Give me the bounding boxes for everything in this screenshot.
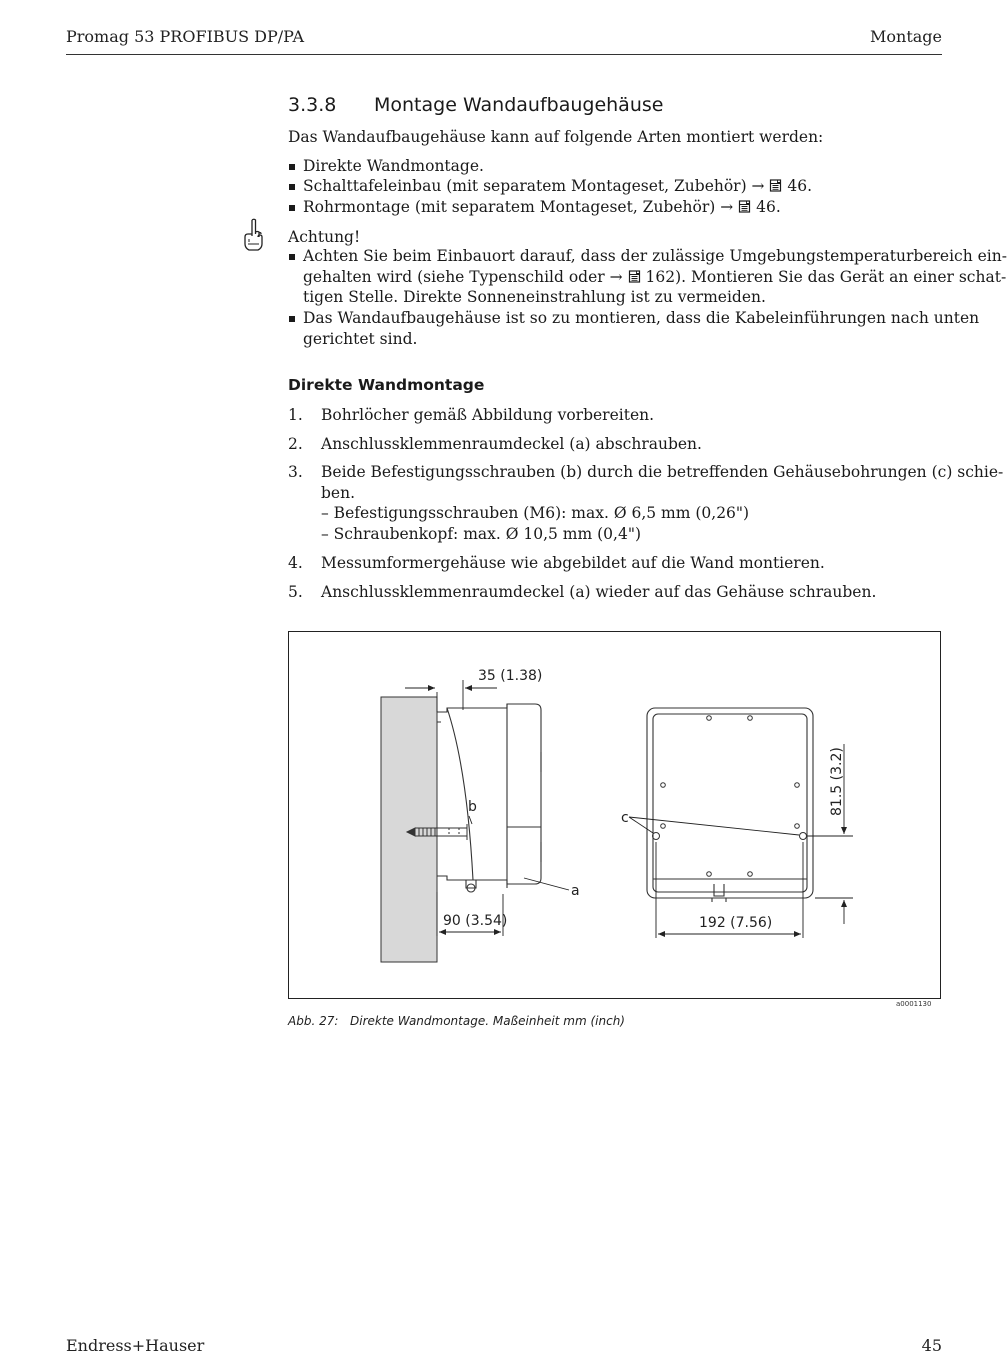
caution-line: Das Wandaufbaugehäuse ist so zu montieren, dass die Kabeleinführungen nach unten — [303, 309, 980, 327]
subsection-heading: Direkte Wandmontage — [288, 376, 485, 394]
caution-line: Achten Sie beim Einbauort darauf, dass der zulässige Umgebungstemperaturbereich ein- — [303, 247, 1007, 265]
bullet-icon — [289, 205, 295, 211]
caution-title: Achtung! — [288, 228, 361, 246]
caution-line: ). Montieren Sie das Gerät an einer schat- — [675, 267, 1007, 286]
list-item — [289, 308, 980, 349]
figure-code: a0001130 — [896, 1000, 932, 1008]
header-rule — [66, 54, 942, 55]
wall-section — [381, 697, 437, 962]
step-text: ben. — [321, 483, 356, 502]
step-text: Anschlussklemmenraumdeckel (a) wieder auf das Gehäuse schrauben. — [321, 583, 877, 601]
list-item — [289, 197, 939, 218]
step-item — [288, 405, 944, 426]
page-number: 45 — [921, 1336, 942, 1355]
list-item-text: Schalttafeleinbau (mit separatem Montageset, Zubehör) → — [303, 177, 770, 195]
figure-caption-text: Direkte Wandmontage. Maßeinheit mm (inch) — [350, 1014, 625, 1028]
step-item — [288, 553, 944, 574]
dimension-label-vertical: 81.5 (3.2) — [829, 747, 845, 816]
running-header-title: Promag 53 PROFIBUS DP/PA — [66, 27, 305, 46]
step-number: 4. — [288, 554, 303, 572]
step-number: 5. — [288, 583, 303, 601]
step-subitem: – Befestigungsschrauben (M6): max. Ø 6,5 mm (0,26") — [321, 504, 750, 522]
list-item-text: Direkte Wandmontage. — [303, 157, 484, 175]
step-text: Beide Befestigungsschrauben (b) durch die betreffenden Gehäusebohrungen (c) schie- — [321, 463, 1004, 481]
dimension-label-bottom-left: 90 (3.54) — [443, 913, 508, 929]
running-header-section: Montage — [870, 27, 942, 46]
step-text: Messumformergehäuse wie abgebildet auf die Wand montieren. — [321, 554, 825, 572]
list-item — [289, 156, 939, 177]
section-intro: Das Wandaufbaugehäuse kann auf folgende Arten montiert werden: — [288, 128, 824, 146]
caution-line: gerichtet sind. — [303, 329, 418, 348]
wall-mount-drawing — [289, 632, 940, 998]
step-number: 3. — [288, 463, 303, 481]
callout-b: b — [468, 799, 477, 815]
step-item — [288, 434, 944, 455]
bullet-icon — [289, 164, 295, 170]
step-number: 1. — [288, 406, 303, 424]
page-ref-icon — [738, 200, 751, 213]
figure-caption-label: Abb. 27: — [288, 1014, 339, 1028]
caution-line: tigen Stelle. Direkte Sonneneinstrahlung ist zu vermeiden. — [303, 288, 766, 306]
page-ref-icon — [628, 270, 641, 283]
list-item-text: Rohrmontage (mit separatem Montageset, Zubehör) → — [303, 198, 739, 216]
front-screw-holes — [653, 716, 807, 877]
section-heading — [288, 94, 944, 116]
bullet-icon — [289, 184, 295, 190]
callout-c: c — [621, 810, 629, 826]
step-text: Bohrlöcher gemäß Abbildung vorbereiten. — [321, 406, 655, 424]
dimension-label-bottom-right: 192 (7.56) — [699, 915, 773, 931]
step-text: Anschlussklemmenraumdeckel (a) abschrauben. — [321, 435, 702, 453]
page-ref[interactable]: 46. — [787, 177, 813, 195]
caution-line: gehalten wird (siehe Typenschild oder → — [303, 267, 628, 286]
callout-a: a — [571, 883, 580, 899]
step-subitem: – Schraubenkopf: max. Ø 10,5 mm (0,4") — [321, 524, 642, 543]
step-item — [288, 582, 944, 603]
step-item — [288, 462, 1004, 544]
figure-frame — [288, 631, 941, 999]
pointing-hand-icon — [242, 218, 266, 254]
figure-caption — [288, 1014, 625, 1028]
page-ref[interactable]: 46. — [756, 198, 781, 216]
section-title: Montage Wandaufbaugehäuse — [374, 94, 664, 116]
housing-side-view — [437, 704, 541, 892]
list-item — [289, 246, 1007, 308]
section-number: 3.3.8 — [288, 94, 337, 116]
bullet-icon — [289, 316, 295, 322]
page-ref-icon — [769, 179, 782, 192]
step-number: 2. — [288, 435, 303, 453]
page-ref[interactable]: 162 — [645, 267, 676, 286]
footer-brand: Endress+Hauser — [66, 1336, 205, 1355]
list-item — [289, 176, 939, 197]
housing-front-view — [647, 708, 813, 902]
leader-b — [469, 816, 472, 824]
bullet-icon — [289, 254, 295, 260]
dimension-label-top: 35 (1.38) — [478, 668, 543, 684]
